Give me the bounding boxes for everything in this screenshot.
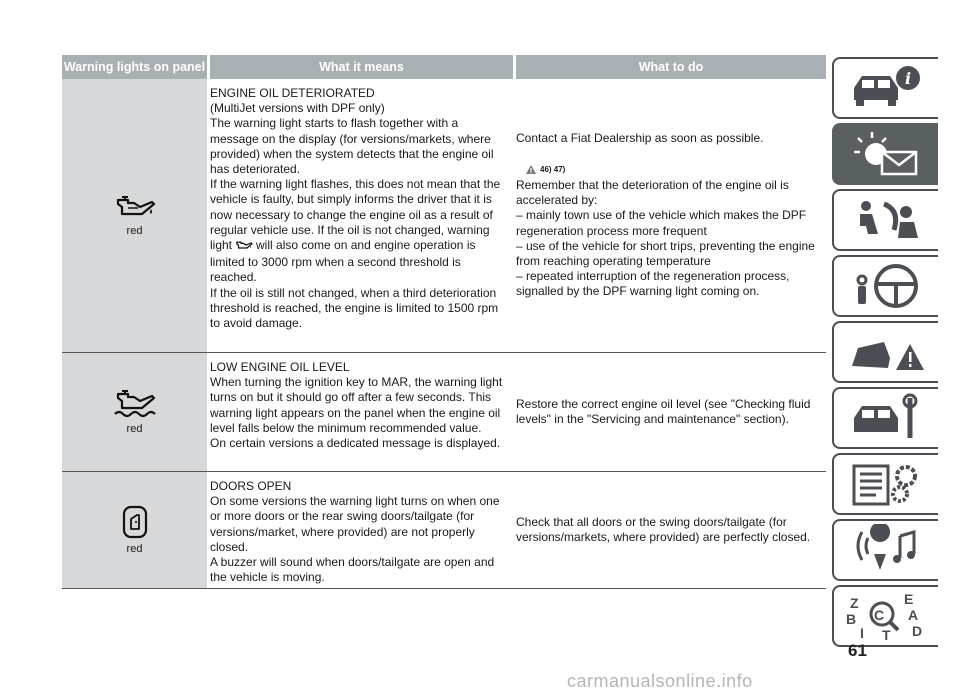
index-letter: I	[860, 625, 864, 641]
meaning-cell	[210, 79, 513, 352]
meaning-text: A buzzer will sound when doors/tailgate are open and the vehicle is moving.	[210, 555, 495, 585]
meaning-cell	[210, 353, 513, 471]
header-warning-lights: Warning lights on panel	[62, 55, 207, 79]
engine-oil-deteriorated-icon	[114, 195, 156, 221]
index-icon	[844, 590, 928, 642]
tab-safety[interactable]	[832, 189, 938, 251]
meaning-title: DOORS OPEN	[210, 479, 292, 493]
index-letter: D	[912, 623, 923, 639]
lamp-cell	[62, 472, 207, 588]
svg-text:i: i	[904, 69, 912, 88]
doors-open-icon	[122, 505, 148, 539]
warning-lights-messages-icon	[844, 128, 928, 180]
maintenance-icon	[844, 392, 928, 444]
tab-car-info[interactable]	[832, 57, 938, 119]
warning-triangle-icon	[526, 165, 536, 174]
index-letter: T	[882, 627, 891, 642]
index-letter: Z	[850, 595, 859, 611]
reference-numbers: 46) 47)	[540, 164, 566, 174]
chapter-sidebar	[832, 57, 940, 651]
lamp-cell	[62, 353, 207, 471]
table-row	[62, 353, 826, 472]
action-text: – repeated interruption of the regeneration process, signalled by the DPF warning light coming on.	[516, 269, 790, 299]
lamp-color-label: red	[126, 224, 143, 237]
header-what-to-do: What to do	[516, 55, 826, 79]
index-letter: C	[874, 607, 885, 623]
index-letter: E	[904, 591, 914, 607]
index-letter: A	[908, 607, 919, 623]
header-what-it-means: What it means	[210, 55, 513, 79]
lamp-cell	[62, 79, 207, 352]
lamp-color-label: red	[126, 423, 143, 435]
meaning-text: The warning light starts to flash together with a message on the display (for versions/markets, where provided) when the system detects that the engine oil has deteriorated.	[210, 116, 494, 177]
tab-starting-driving[interactable]	[832, 255, 938, 317]
tab-emergency[interactable]	[832, 321, 938, 383]
meaning-cell	[210, 472, 513, 588]
action-text: Contact a Fiat Dealership as soon as possible.	[516, 131, 764, 146]
warning-lights-table	[62, 55, 826, 589]
low-engine-oil-level-icon	[113, 389, 157, 419]
action-cell	[516, 353, 826, 471]
action-text: Remember that the deterioration of the engine oil is accelerated by:	[516, 178, 789, 208]
car-info-icon	[844, 62, 928, 114]
tab-multimedia[interactable]	[832, 519, 938, 581]
meaning-text: On certain versions a dedicated message is displayed.	[210, 436, 501, 451]
safety-airbag-icon	[844, 194, 928, 246]
meaning-text: When turning the ignition key to MAR, the warning light turns on but it should go off after a few seconds. This warning light appears on the panel when the engine oil level falls below the minimum recommended value.	[210, 375, 503, 435]
tab-maintenance[interactable]	[832, 387, 938, 449]
meaning-text: If the oil is still not changed, when a third deterioration threshold is reached, the engine is limited to 1500 rpm to avoid damage.	[210, 285, 499, 331]
multimedia-icon	[844, 524, 928, 576]
oil-can-inline-icon	[235, 240, 253, 255]
action-cell	[516, 79, 826, 352]
references	[516, 147, 826, 179]
action-text: Check that all doors or the swing doors/tailgate (for versions/markets, where provided) are perfectly closed.	[516, 514, 811, 544]
table-header	[62, 55, 826, 79]
page-number: 61	[848, 641, 867, 660]
watermark-footer: carmanualsonline.info	[567, 671, 753, 691]
action-text: Restore the correct engine oil level (see "Checking fluid levels" in the "Servicing and maintenance" section).	[516, 396, 811, 426]
starting-driving-icon	[844, 260, 928, 312]
table-row	[62, 472, 826, 589]
lamp-color-label: red	[126, 543, 143, 555]
meaning-text: (MultiJet versions with DPF only)	[210, 101, 385, 116]
table-row	[62, 79, 826, 353]
tab-technical-data[interactable]	[832, 453, 938, 515]
action-cell	[516, 472, 826, 588]
emergency-icon	[844, 326, 928, 378]
meaning-title: ENGINE OIL DETERIORATED	[210, 86, 375, 100]
meaning-text: If the warning light flashes, this does not mean that the vehicle is faulty, but simply informs the driver that it is now necessary to change the engine oil as a result of regular vehicle use. If the oil is not changed, warning light will also come on and engine operation is limited to 3000 rpm when a second threshold is reached.	[210, 177, 501, 285]
tab-warning-lights[interactable]	[832, 123, 938, 185]
meaning-title: LOW ENGINE OIL LEVEL	[210, 360, 350, 374]
action-text: – use of the vehicle for short trips, preventing the engine from reaching operating temperature	[516, 238, 815, 269]
action-text: – mainly town use of the vehicle which makes the DPF regeneration process more frequent	[516, 208, 807, 238]
tab-index[interactable]	[832, 585, 938, 647]
technical-data-icon	[844, 458, 928, 510]
index-letter: B	[846, 611, 857, 627]
meaning-text: On some versions the warning light turns on when one or more doors or the rear swing doors/tailgate (for versions/market, where provided) are not properly closed.	[210, 494, 500, 554]
